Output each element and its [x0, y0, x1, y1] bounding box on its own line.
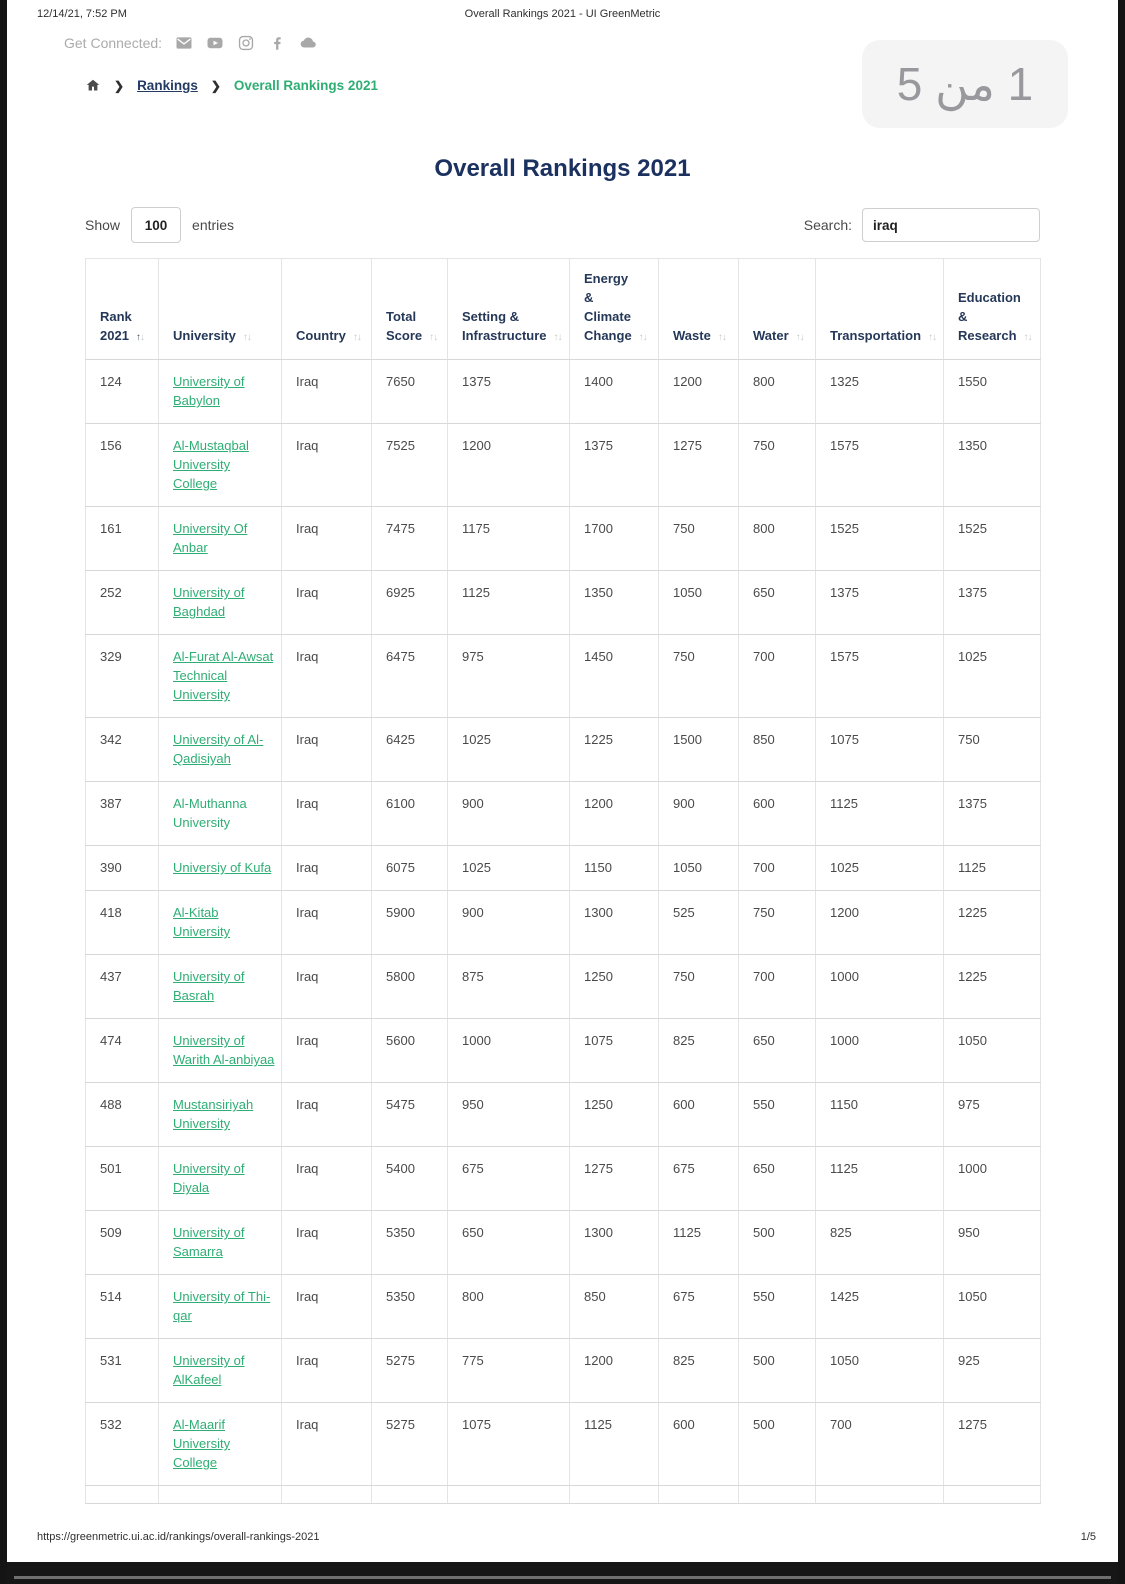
table-row — [86, 571, 1041, 635]
cell-country: Iraq — [282, 424, 372, 507]
cell-waste: 900 — [659, 782, 739, 846]
cell-education: 1550 — [944, 360, 1041, 424]
cell-total: 7475 — [372, 507, 448, 571]
cell-university — [159, 1275, 282, 1339]
cell-rank: 501 — [86, 1147, 159, 1211]
cell-waste: 1050 — [659, 846, 739, 891]
cell-education: 1125 — [944, 846, 1041, 891]
breadcrumb-link-rankings[interactable]: Rankings — [137, 78, 198, 93]
cell-rank: 437 — [86, 955, 159, 1019]
table-row — [86, 1275, 1041, 1339]
cell-total: 5600 — [372, 1019, 448, 1083]
cell-transportation: 1000 — [816, 1019, 944, 1083]
university-link[interactable]: University Of Anbar — [173, 521, 248, 555]
cell-transportation: 1025 — [816, 846, 944, 891]
cell-country: Iraq — [282, 1147, 372, 1211]
cell-university — [159, 891, 282, 955]
cell-total: 7650 — [372, 360, 448, 424]
cell-education: 1525 — [944, 507, 1041, 571]
cell-total: 5350 — [372, 1275, 448, 1339]
cell-water: 550 — [739, 1275, 816, 1339]
cell-energy: 1125 — [570, 1403, 659, 1486]
column-header-country[interactable]: Country ↑↓ — [282, 259, 372, 360]
cell-waste: 600 — [659, 1403, 739, 1486]
cell-education: 1050 — [944, 1275, 1041, 1339]
cell-waste: 1200 — [659, 360, 739, 424]
table-row — [86, 846, 1041, 891]
cell-rank: 390 — [86, 846, 159, 891]
cell-energy: 1075 — [570, 1019, 659, 1083]
sort-icon: ↑↓ — [795, 332, 804, 343]
cell-total: 5400 — [372, 1147, 448, 1211]
cell-country: Iraq — [282, 635, 372, 718]
cell-country: Iraq — [282, 718, 372, 782]
cell-transportation: 1150 — [816, 1083, 944, 1147]
search-label: Search: — [803, 217, 852, 233]
cell-university — [159, 1211, 282, 1275]
university-link[interactable]: Al-Mustaqbal University College — [173, 438, 249, 491]
sort-icon: ↑↓ — [553, 332, 562, 343]
email-icon[interactable] — [175, 34, 193, 52]
table-row — [86, 1083, 1041, 1147]
university-link[interactable]: University of AlKafeel — [173, 1353, 245, 1387]
cell-rank: 514 — [86, 1275, 159, 1339]
cell-rank: 488 — [86, 1083, 159, 1147]
cell-rank: 531 — [86, 1339, 159, 1403]
cell-transportation: 1525 — [816, 507, 944, 571]
table-row — [86, 1339, 1041, 1403]
column-header-university[interactable]: University ↑↓ — [159, 259, 282, 360]
cell-setting: 775 — [448, 1339, 570, 1403]
cell-rank: 532 — [86, 1403, 159, 1486]
cell-rank: 252 — [86, 571, 159, 635]
entries-count-box[interactable]: 100 — [131, 207, 181, 243]
cell-setting: 650 — [448, 1211, 570, 1275]
cell-rank: 509 — [86, 1211, 159, 1275]
university-link[interactable]: University of Basrah — [173, 969, 245, 1003]
cell-university — [159, 1403, 282, 1486]
university-link[interactable]: University of Diyala — [173, 1161, 245, 1195]
university-link[interactable]: University of Warith Al-anbiyaa — [173, 1033, 275, 1067]
cell-waste: 1500 — [659, 718, 739, 782]
cell-water: 700 — [739, 955, 816, 1019]
cell-rank: 124 — [86, 360, 159, 424]
rankings-table — [85, 258, 1041, 1504]
cell-transportation: 825 — [816, 1211, 944, 1275]
footer-url: https://greenmetric.ui.ac.id/rankings/overall-rankings-2021 — [37, 1531, 320, 1543]
cell-total: 7525 — [372, 424, 448, 507]
cell-education: 1375 — [944, 571, 1041, 635]
cell-waste: 750 — [659, 635, 739, 718]
cell-setting: 1000 — [448, 1019, 570, 1083]
cell-university — [159, 635, 282, 718]
cell-country: Iraq — [282, 507, 372, 571]
cell-university — [159, 846, 282, 891]
cell-country: Iraq — [282, 571, 372, 635]
cell-university — [159, 1147, 282, 1211]
cell-water: 650 — [739, 571, 816, 635]
sort-icon: ↑↓ — [135, 332, 144, 343]
viewer-right-edge — [1118, 0, 1125, 1584]
cell-rank: 329 — [86, 635, 159, 718]
chevron-right-icon: ❯ — [114, 78, 125, 93]
cell-setting: 1025 — [448, 846, 570, 891]
table-row — [86, 1147, 1041, 1211]
cell-university — [159, 424, 282, 507]
cell-total: 5475 — [372, 1083, 448, 1147]
cell-total: 5800 — [372, 955, 448, 1019]
cell-transportation: 1050 — [816, 1339, 944, 1403]
cell-transportation: 1000 — [816, 955, 944, 1019]
sort-icon: ↑↓ — [352, 332, 361, 343]
cell-water: 700 — [739, 635, 816, 718]
cell-setting: 1375 — [448, 360, 570, 424]
cell-total: 5900 — [372, 891, 448, 955]
cell-energy: 1250 — [570, 1083, 659, 1147]
instagram-icon[interactable] — [237, 34, 255, 52]
table-row — [86, 1019, 1041, 1083]
next-page-edge — [14, 1576, 1111, 1579]
cell-water: 750 — [739, 891, 816, 955]
cell-energy: 1450 — [570, 635, 659, 718]
table-row — [86, 507, 1041, 571]
cell-water: 700 — [739, 846, 816, 891]
cell-total: 6075 — [372, 846, 448, 891]
show-entries-group — [85, 207, 245, 243]
chevron-right-icon: ❯ — [210, 78, 221, 93]
cell-waste: 525 — [659, 891, 739, 955]
cell-waste: 750 — [659, 507, 739, 571]
column-header-total[interactable]: Total Score ↑↓ — [372, 259, 448, 360]
cell-university — [159, 360, 282, 424]
cell-total: 6475 — [372, 635, 448, 718]
cell-education: 1225 — [944, 891, 1041, 955]
cell-setting: 675 — [448, 1147, 570, 1211]
cell-education: 1050 — [944, 1019, 1041, 1083]
university-link[interactable]: Universiy of Kufa — [173, 860, 272, 875]
table-row — [86, 635, 1041, 718]
cell-rank: 342 — [86, 718, 159, 782]
cell-waste: 1125 — [659, 1211, 739, 1275]
print-header — [7, 8, 1118, 22]
cell-setting: 1025 — [448, 718, 570, 782]
cell-education: 1375 — [944, 782, 1041, 846]
cell-setting: 875 — [448, 955, 570, 1019]
cell-university — [159, 955, 282, 1019]
youtube-icon[interactable] — [206, 34, 224, 52]
cell-education: 1350 — [944, 424, 1041, 507]
search-group — [794, 208, 1040, 242]
cell-setting: 950 — [448, 1083, 570, 1147]
cell-transportation: 1425 — [816, 1275, 944, 1339]
sort-icon: ↑↓ — [638, 332, 647, 343]
cell-water: 550 — [739, 1083, 816, 1147]
cell-setting: 900 — [448, 782, 570, 846]
cell-transportation: 1125 — [816, 1147, 944, 1211]
cell-rank: 387 — [86, 782, 159, 846]
university-link[interactable]: University of Babylon — [173, 374, 245, 408]
column-header-rank[interactable]: Rank 2021 ↑↓ — [86, 259, 159, 360]
cell-waste: 825 — [659, 1019, 739, 1083]
cell-education: 1275 — [944, 1403, 1041, 1486]
cell-education: 750 — [944, 718, 1041, 782]
cell-energy: 850 — [570, 1275, 659, 1339]
university-link[interactable]: University of Thi-qar — [173, 1289, 271, 1323]
university-link[interactable]: Al-Maarif University College — [173, 1417, 231, 1470]
column-header-education[interactable]: Education & Research ↑↓ — [944, 259, 1041, 360]
cell-waste: 825 — [659, 1339, 739, 1403]
cell-country: Iraq — [282, 955, 372, 1019]
cell-water: 500 — [739, 1211, 816, 1275]
cell-total: 5350 — [372, 1211, 448, 1275]
cell-total: 5275 — [372, 1403, 448, 1486]
cell-setting: 1125 — [448, 571, 570, 635]
cell-waste: 675 — [659, 1275, 739, 1339]
cell-energy: 1700 — [570, 507, 659, 571]
cell-education: 1000 — [944, 1147, 1041, 1211]
table-row — [86, 1403, 1041, 1486]
column-header-waste[interactable]: Waste ↑↓ — [659, 259, 739, 360]
table-row — [86, 955, 1041, 1019]
cell-university — [159, 718, 282, 782]
sort-icon: ↑↓ — [717, 332, 726, 343]
cell-water: 800 — [739, 507, 816, 571]
cell-total: 5275 — [372, 1339, 448, 1403]
cell-waste: 675 — [659, 1147, 739, 1211]
cell-transportation: 1075 — [816, 718, 944, 782]
cell-university — [159, 1339, 282, 1403]
viewer-left-edge — [0, 0, 7, 1584]
cell-setting: 1200 — [448, 424, 570, 507]
cell-waste: 1050 — [659, 571, 739, 635]
cell-university — [159, 1083, 282, 1147]
cell-university — [159, 507, 282, 571]
sort-icon: ↑↓ — [928, 332, 937, 343]
cell-setting: 800 — [448, 1275, 570, 1339]
table-row — [86, 424, 1041, 507]
table-header-row — [86, 259, 1041, 360]
column-header-energy[interactable]: Energy & Climate Change ↑↓ — [570, 259, 659, 360]
cell-transportation: 1575 — [816, 635, 944, 718]
cell-energy: 1275 — [570, 1147, 659, 1211]
cell-education: 925 — [944, 1339, 1041, 1403]
entries-suffix-label: entries — [192, 217, 235, 233]
cell-water: 800 — [739, 360, 816, 424]
cell-rank: 418 — [86, 891, 159, 955]
sort-icon: ↑↓ — [242, 332, 251, 343]
cell-country: Iraq — [282, 846, 372, 891]
cell-country: Iraq — [282, 1275, 372, 1339]
cell-water: 650 — [739, 1019, 816, 1083]
cell-energy: 1225 — [570, 718, 659, 782]
cell-setting: 975 — [448, 635, 570, 718]
university-link[interactable]: Al-Furat Al-Awsat Technical University — [173, 649, 274, 702]
cell-total: 6425 — [372, 718, 448, 782]
cell-country: Iraq — [282, 1019, 372, 1083]
get-connected-label: Get Connected: — [64, 35, 163, 51]
cell-transportation: 1325 — [816, 360, 944, 424]
cell-transportation: 1125 — [816, 782, 944, 846]
cell-energy: 1400 — [570, 360, 659, 424]
page-indicator-badge: 1 من 5 — [862, 40, 1068, 128]
footer-page-number: 1/5 — [1080, 1531, 1096, 1543]
viewer-bottom-bar — [0, 1562, 1125, 1584]
cell-education: 1225 — [944, 955, 1041, 1019]
breadcrumb-current: Overall Rankings 2021 — [233, 78, 378, 93]
cloud-icon[interactable] — [299, 34, 317, 52]
cell-rank: 161 — [86, 507, 159, 571]
cell-university — [159, 1019, 282, 1083]
table-row — [86, 1211, 1041, 1275]
university-link[interactable]: University of Samarra — [173, 1225, 245, 1259]
university-link[interactable]: Al-Muthanna University — [173, 796, 247, 830]
cell-country: Iraq — [282, 1403, 372, 1486]
cell-transportation: 1575 — [816, 424, 944, 507]
cell-water: 500 — [739, 1339, 816, 1403]
cell-rank: 474 — [86, 1019, 159, 1083]
cell-education: 1025 — [944, 635, 1041, 718]
column-header-transportation[interactable]: Transportation ↑↓ — [816, 259, 944, 360]
cell-country: Iraq — [282, 891, 372, 955]
table-row — [86, 718, 1041, 782]
cell-energy: 1350 — [570, 571, 659, 635]
table-row-clipped — [86, 1486, 1041, 1504]
sort-icon: ↑↓ — [1023, 332, 1032, 343]
page-title: Overall Rankings 2021 — [434, 155, 691, 182]
university-link[interactable]: University of Al-Qadisiyah — [173, 732, 264, 766]
facebook-icon[interactable] — [268, 34, 286, 52]
print-page — [7, 0, 1118, 1562]
cell-energy: 1300 — [570, 1211, 659, 1275]
cell-university — [159, 782, 282, 846]
column-header-water[interactable]: Water ↑↓ — [739, 259, 816, 360]
cell-transportation: 1375 — [816, 571, 944, 635]
print-footer — [37, 1531, 1096, 1543]
search-input[interactable] — [862, 208, 1040, 242]
cell-water: 650 — [739, 1147, 816, 1211]
cell-transportation: 700 — [816, 1403, 944, 1486]
show-label: Show — [85, 217, 121, 233]
cell-education: 950 — [944, 1211, 1041, 1275]
cell-country: Iraq — [282, 1211, 372, 1275]
cell-water: 750 — [739, 424, 816, 507]
cell-energy: 1300 — [570, 891, 659, 955]
table-row — [86, 782, 1041, 846]
table-row — [86, 360, 1041, 424]
cell-waste: 600 — [659, 1083, 739, 1147]
cell-total: 6925 — [372, 571, 448, 635]
university-link[interactable]: Al-Kitab University — [173, 905, 231, 939]
cell-setting: 1075 — [448, 1403, 570, 1486]
cell-setting: 1175 — [448, 507, 570, 571]
cell-transportation: 1200 — [816, 891, 944, 955]
breadcrumb — [85, 78, 378, 93]
cell-waste: 1275 — [659, 424, 739, 507]
cell-education: 975 — [944, 1083, 1041, 1147]
cell-waste: 750 — [659, 955, 739, 1019]
cell-total: 6100 — [372, 782, 448, 846]
cell-water: 500 — [739, 1403, 816, 1486]
cell-setting: 900 — [448, 891, 570, 955]
sort-icon: ↑↓ — [429, 332, 438, 343]
cell-country: Iraq — [282, 782, 372, 846]
home-icon[interactable] — [85, 78, 101, 93]
table-controls — [85, 207, 1040, 243]
cell-country: Iraq — [282, 1339, 372, 1403]
print-document-title: Overall Rankings 2021 - UI GreenMetric — [464, 8, 661, 20]
cell-energy: 1200 — [570, 1339, 659, 1403]
get-connected-row — [64, 34, 317, 52]
cell-water: 850 — [739, 718, 816, 782]
print-datetime: 12/14/21, 7:52 PM — [37, 8, 127, 20]
university-link[interactable]: Mustansiriyah University — [173, 1097, 254, 1131]
cell-energy: 1375 — [570, 424, 659, 507]
cell-country: Iraq — [282, 360, 372, 424]
cell-rank: 156 — [86, 424, 159, 507]
cell-energy: 1250 — [570, 955, 659, 1019]
university-link[interactable]: University of Baghdad — [173, 585, 245, 619]
cell-water: 600 — [739, 782, 816, 846]
table-row — [86, 891, 1041, 955]
column-header-setting[interactable]: Setting & Infrastructure ↑↓ — [448, 259, 570, 360]
cell-energy: 1200 — [570, 782, 659, 846]
cell-university — [159, 571, 282, 635]
cell-country: Iraq — [282, 1083, 372, 1147]
cell-energy: 1150 — [570, 846, 659, 891]
